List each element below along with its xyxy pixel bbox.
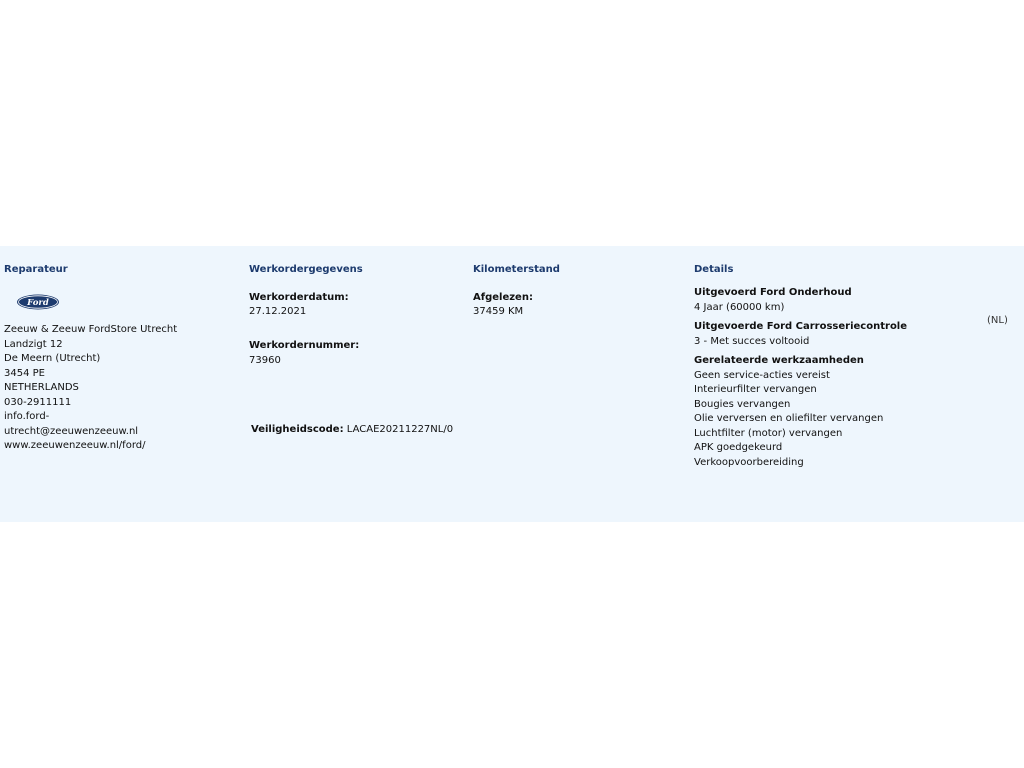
service-record-panel (0, 246, 1024, 522)
details-heading: Details (694, 264, 734, 275)
repairer-phone: 030-2911111 (4, 397, 72, 408)
repairer-postcode: 3454 PE (4, 368, 45, 379)
related-work-label: Gerelateerde werkzaamheden (694, 355, 864, 366)
workorder-number-label: Werkordernummer: (249, 340, 360, 351)
repairer-street: Landzigt 12 (4, 339, 63, 350)
maintenance-value: 4 Jaar (60000 km) (694, 302, 785, 313)
body-check-label: Uitgevoerde Ford Carrosseriecontrole (694, 321, 908, 332)
related-work-item: Luchtfilter (motor) vervangen (694, 428, 843, 439)
repairer-country: NETHERLANDS (4, 382, 79, 393)
repairer-heading: Reparateur (4, 264, 68, 275)
mileage-value: 37459 KM (473, 306, 524, 317)
related-work-item: APK goedgekeurd (694, 442, 783, 453)
repairer-name: Zeeuw & Zeeuw FordStore Utrecht (4, 324, 178, 335)
mileage-heading: Kilometerstand (473, 264, 560, 275)
security-code-label: Veiligheidscode: (251, 424, 344, 435)
country-tag: (NL) (987, 315, 1008, 326)
workorder-number-value: 73960 (249, 355, 281, 366)
related-work-item: Interieurfilter vervangen (694, 384, 817, 395)
security-code-value: LACAE20211227NL/0 (346, 424, 454, 435)
repairer-email-part2: utrecht@zeeuwenzeeuw.nl (4, 426, 139, 437)
mileage-label: Afgelezen: (473, 292, 533, 303)
workorder-date-label: Werkorderdatum: (249, 292, 349, 303)
repairer-email-part1: info.ford- (4, 411, 50, 422)
workorder-heading: Werkordergegevens (249, 264, 363, 275)
related-work-item: Olie verversen en oliefilter vervangen (694, 413, 884, 424)
repairer-city: De Meern (Utrecht) (4, 353, 101, 364)
related-work-item: Geen service-acties vereist (694, 370, 830, 381)
repairer-website: www.zeeuwenzeeuw.nl/ford/ (4, 440, 146, 451)
related-work-item: Bougies vervangen (694, 399, 791, 410)
body-check-value: 3 - Met succes voltooid (694, 336, 810, 347)
security-code (251, 424, 453, 436)
svg-text:Ford: Ford (27, 298, 49, 308)
workorder-date-value: 27.12.2021 (249, 306, 307, 317)
maintenance-label: Uitgevoerd Ford Onderhoud (694, 287, 852, 298)
related-work-item: Verkoopvoorbereiding (694, 457, 804, 468)
ford-logo-icon (16, 294, 60, 310)
